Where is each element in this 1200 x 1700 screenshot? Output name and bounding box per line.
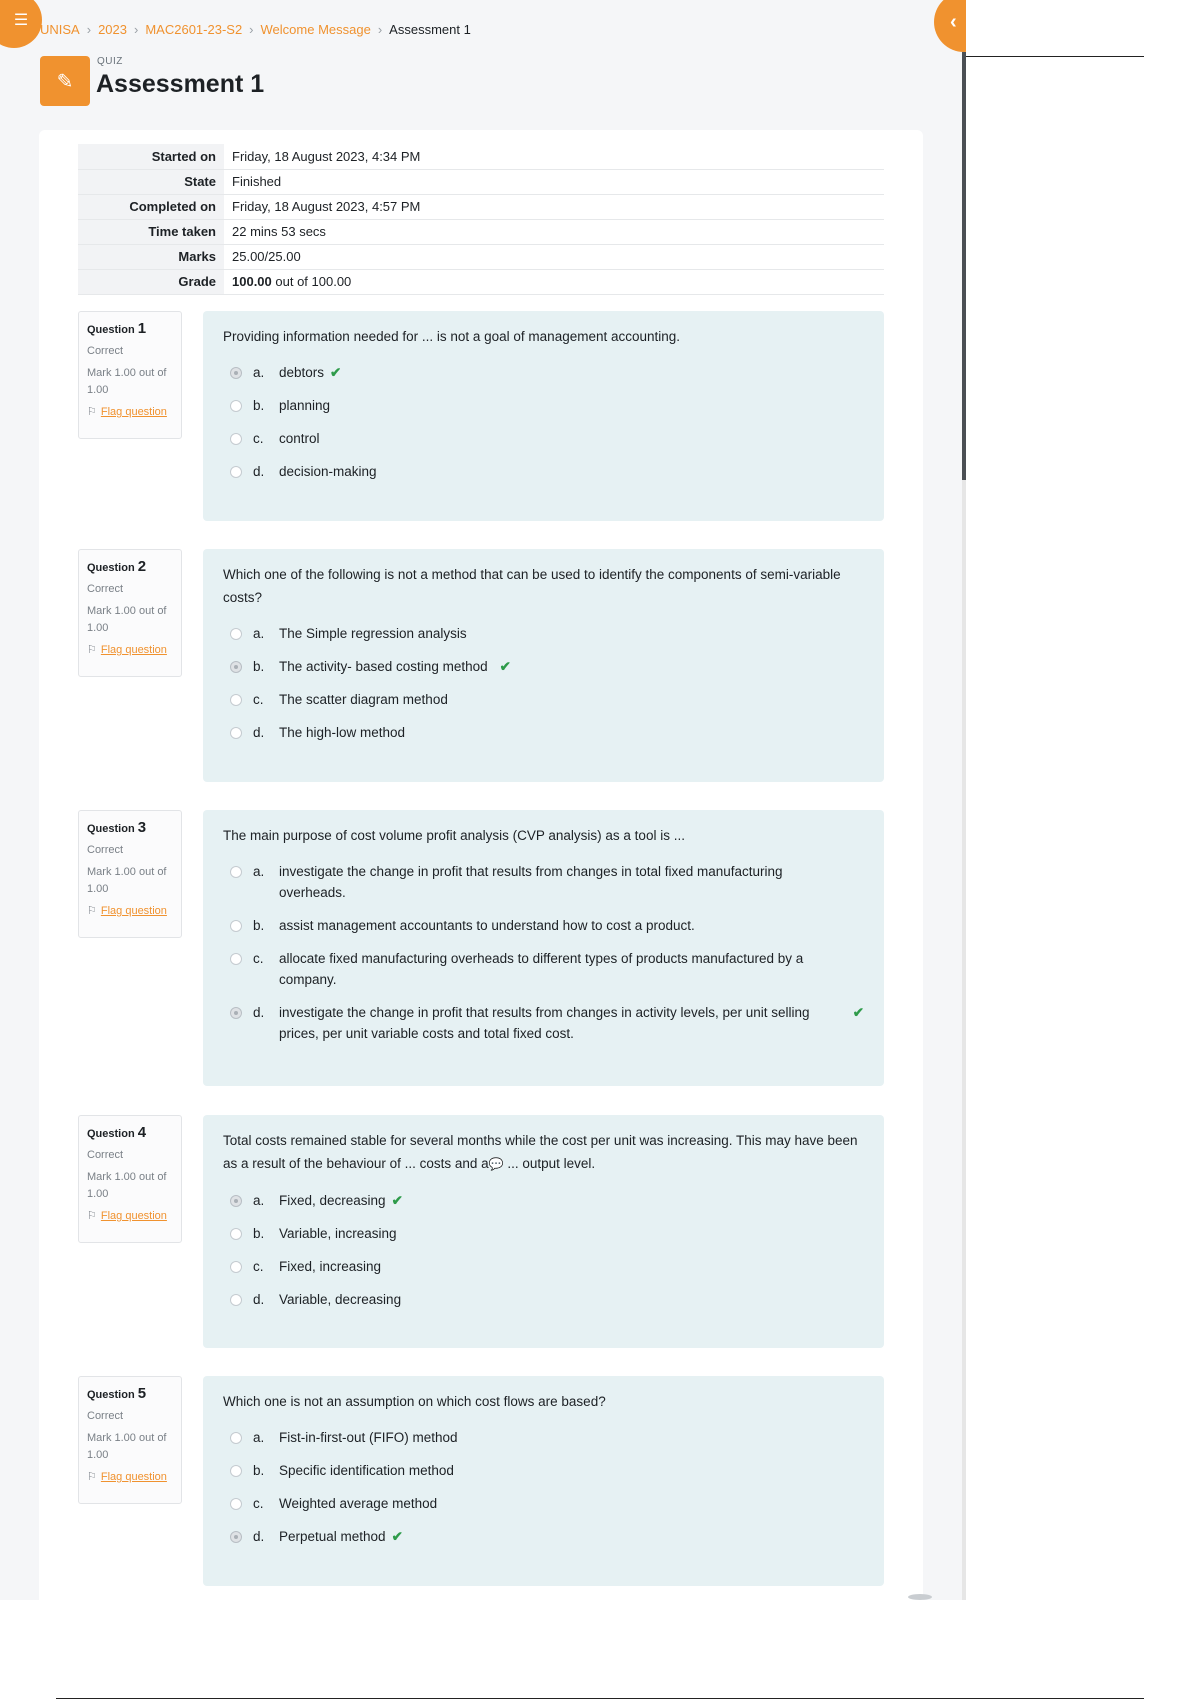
option-text: control <box>279 431 320 446</box>
question-text: The main purpose of cost volume profit analysis (CVP analysis) as a tool is ... <box>223 828 685 843</box>
question-content-1 <box>203 311 884 521</box>
answer-option[interactable] <box>223 1002 864 1044</box>
flag-question-link[interactable] <box>87 643 173 656</box>
breadcrumb-item-course[interactable]: MAC2601-23-S2 <box>145 22 243 37</box>
question-info-2 <box>78 549 182 677</box>
chat-bubble-icon: 💬 <box>488 1157 504 1171</box>
option-letter: c. <box>253 431 264 446</box>
option-text: The Simple regression analysis <box>279 626 467 641</box>
answer-option[interactable] <box>223 948 864 990</box>
question-label: Question <box>87 1389 135 1401</box>
question-info-1 <box>78 311 182 439</box>
page-title: Assessment 1 <box>96 70 265 98</box>
answer-option[interactable] <box>223 1223 864 1244</box>
question-content-4 <box>203 1115 884 1348</box>
option-letter: b. <box>253 659 265 674</box>
question-info-4 <box>78 1115 182 1243</box>
breadcrumb-item-section[interactable]: Welcome Message <box>260 22 371 37</box>
check-icon: ✔ <box>391 1193 403 1208</box>
flag-question-label: Flag question <box>100 406 167 418</box>
option-text: The scatter diagram method <box>279 692 448 707</box>
question-num: 2 <box>137 558 147 575</box>
answer-option[interactable] <box>223 362 864 383</box>
radio[interactable] <box>230 433 242 445</box>
question-number <box>87 558 173 575</box>
question-text: Providing information needed for ... is not a goal of management accounting. <box>223 329 681 344</box>
question-mark: Mark 1.00 out of 1.00 <box>87 605 167 634</box>
question-num: 4 <box>137 1124 147 1141</box>
answer-option[interactable] <box>223 428 864 449</box>
radio[interactable] <box>230 400 242 412</box>
question-mark: Mark 1.00 out of 1.00 <box>87 866 167 895</box>
answer-option[interactable] <box>223 1526 864 1547</box>
summary-value: 22 mins 53 secs <box>224 219 884 244</box>
menu-icon[interactable]: ☰ <box>0 0 42 48</box>
question-number <box>87 1124 173 1141</box>
question-num: 1 <box>137 320 147 337</box>
flag-icon: ⚐ <box>87 406 97 418</box>
option-text: Fixed, decreasing <box>279 1193 386 1208</box>
flag-icon: ⚐ <box>87 1210 97 1222</box>
summary-value: Friday, 18 August 2023, 4:57 PM <box>224 194 884 219</box>
answer-option[interactable] <box>223 1427 864 1448</box>
flag-question-label: Flag question <box>100 1471 167 1483</box>
breadcrumb-separator: › <box>249 22 254 37</box>
option-text: Fist-in-first-out (FIFO) method <box>279 1430 458 1445</box>
answer-option[interactable] <box>223 461 864 482</box>
answer-option[interactable] <box>223 1460 864 1481</box>
question-text: Which one of the following is not a method that can be used to identify the components of semi-variable costs? <box>223 567 841 605</box>
summary-label: Completed on <box>78 194 224 219</box>
option-text: Variable, decreasing <box>279 1292 402 1307</box>
question-content-3 <box>203 810 884 1086</box>
radio[interactable] <box>230 1432 242 1444</box>
question-state: Correct <box>87 583 124 595</box>
question-state: Correct <box>87 844 124 856</box>
chevron-left-icon[interactable]: ‹ <box>934 0 966 52</box>
option-letter: c. <box>253 692 264 707</box>
summary-label: Started on <box>78 144 224 169</box>
question-text: Which one is not an assumption on which cost flows are based? <box>223 1394 606 1409</box>
question-state: Correct <box>87 1149 124 1161</box>
question-mark: Mark 1.00 out of 1.00 <box>87 1432 167 1461</box>
attempt-summary-table <box>78 144 884 295</box>
breadcrumb <box>40 22 471 37</box>
option-letter: a. <box>253 365 265 380</box>
answer-option[interactable] <box>223 623 864 644</box>
option-letter: c. <box>253 1259 264 1274</box>
breadcrumb-item-unisa[interactable]: UNISA <box>40 22 80 37</box>
option-letter: a. <box>253 1193 265 1208</box>
option-text: Perpetual method <box>279 1529 386 1544</box>
question-label: Question <box>87 1128 135 1140</box>
flag-question-link[interactable] <box>87 1470 173 1483</box>
scroll-to-top-shadow <box>908 1594 932 1600</box>
question-state: Correct <box>87 345 124 357</box>
breadcrumb-separator: › <box>134 22 139 37</box>
flag-question-label: Flag question <box>100 644 167 656</box>
summary-label: State <box>78 169 224 194</box>
answer-option[interactable] <box>223 1493 864 1514</box>
summary-value: 25.00/25.00 <box>224 244 884 269</box>
radio[interactable] <box>230 1465 242 1477</box>
question-info-5 <box>78 1376 182 1504</box>
option-text: Fixed, increasing <box>279 1259 382 1274</box>
question-num: 5 <box>137 1385 147 1402</box>
radio[interactable] <box>230 866 242 878</box>
answer-option[interactable] <box>223 915 864 936</box>
option-letter: a. <box>253 1430 265 1445</box>
summary-row-time <box>78 219 884 244</box>
question-content-5 <box>203 1376 884 1586</box>
summary-row-completed <box>78 194 884 219</box>
option-text: planning <box>279 398 331 413</box>
radio[interactable] <box>230 694 242 706</box>
option-text: Specific identification method <box>279 1463 454 1478</box>
option-text: The high-low method <box>279 725 406 740</box>
scrollbar-thumb[interactable] <box>962 52 966 480</box>
answer-option[interactable] <box>223 861 864 903</box>
option-text: The activity- based costing method <box>279 659 488 674</box>
radio-selected[interactable] <box>230 367 242 379</box>
radio-selected[interactable] <box>230 661 242 673</box>
question-content-2 <box>203 549 884 782</box>
summary-row-grade <box>78 269 884 294</box>
check-icon: ✔ <box>499 659 511 674</box>
breadcrumb-separator: › <box>377 22 383 37</box>
option-letter: d. <box>253 1005 265 1020</box>
question-mark: Mark 1.00 out of 1.00 <box>87 1171 167 1200</box>
radio[interactable] <box>230 1228 242 1240</box>
option-letter: c. <box>253 951 264 966</box>
divider-line <box>56 1698 1144 1699</box>
summary-row-marks <box>78 244 884 269</box>
option-text: debtors <box>279 365 325 380</box>
question-state: Correct <box>87 1410 124 1422</box>
question-label: Question <box>87 324 135 336</box>
breadcrumb-separator: › <box>86 22 92 37</box>
option-letter: b. <box>253 918 265 933</box>
option-text: investigate the change in profit that results from changes in total fixed manufacturing overheads. <box>279 864 783 900</box>
question-info-3 <box>78 810 182 938</box>
option-letter: d. <box>253 725 265 740</box>
answer-option[interactable] <box>223 689 864 710</box>
radio[interactable] <box>230 628 242 640</box>
option-text: allocate fixed manufacturing overheads to different types of products manufactured by a company. <box>279 951 804 987</box>
radio[interactable] <box>230 1294 242 1306</box>
flag-question-link[interactable] <box>87 405 173 418</box>
radio[interactable] <box>230 727 242 739</box>
summary-value: Friday, 18 August 2023, 4:34 PM <box>224 144 884 169</box>
answer-option[interactable] <box>223 656 864 677</box>
summary-value: Finished <box>224 169 884 194</box>
question-text-part: ... output level. <box>503 1156 596 1171</box>
question-number <box>87 320 173 337</box>
option-letter: d. <box>253 1292 265 1307</box>
divider-line <box>966 56 1144 57</box>
question-number <box>87 1385 173 1402</box>
activity-type-label: QUIZ <box>97 56 123 67</box>
question-number <box>87 819 173 836</box>
option-letter: a. <box>253 864 265 879</box>
grade-value: 100.00 <box>232 274 272 289</box>
option-letter: b. <box>253 398 265 413</box>
option-text: decision-making <box>279 464 377 479</box>
option-letter: b. <box>253 1226 265 1241</box>
flag-question-link[interactable] <box>87 1209 173 1222</box>
radio[interactable] <box>230 1261 242 1273</box>
answer-option[interactable] <box>223 1256 864 1277</box>
flag-icon: ⚐ <box>87 905 97 917</box>
radio-selected[interactable] <box>230 1007 242 1019</box>
option-letter: c. <box>253 1496 264 1511</box>
radio-selected[interactable] <box>230 1195 242 1207</box>
question-num: 3 <box>137 819 147 836</box>
answer-option[interactable] <box>223 722 864 743</box>
check-icon: ✔ <box>330 365 342 380</box>
summary-label: Time taken <box>78 219 224 244</box>
option-letter: b. <box>253 1463 265 1478</box>
check-icon: ✔ <box>391 1529 403 1544</box>
summary-value <box>224 269 884 294</box>
option-letter: d. <box>253 464 265 479</box>
breadcrumb-item-year[interactable]: 2023 <box>98 22 127 37</box>
answer-option[interactable] <box>223 395 864 416</box>
option-letter: d. <box>253 1529 265 1544</box>
question-label: Question <box>87 823 135 835</box>
flag-question-label: Flag question <box>100 1210 167 1222</box>
question-text-part: Total costs remained stable for several months while the cost per unit was increasing. This may have been as a result of the behaviour of ... costs and a <box>223 1133 858 1171</box>
radio[interactable] <box>230 953 242 965</box>
radio-selected[interactable] <box>230 1531 242 1543</box>
radio[interactable] <box>230 920 242 932</box>
summary-label: Grade <box>78 269 224 294</box>
option-letter: a. <box>253 626 265 641</box>
option-text: Weighted average method <box>279 1496 438 1511</box>
option-text: Variable, increasing <box>279 1226 397 1241</box>
flag-icon: ⚐ <box>87 644 97 656</box>
radio[interactable] <box>230 466 242 478</box>
flag-question-label: Flag question <box>100 905 167 917</box>
option-text: investigate the change in profit that results from changes in activity levels, per unit selling prices, per unit variable costs and total fixed cost. <box>279 1005 810 1041</box>
breadcrumb-current: Assessment 1 <box>389 22 471 37</box>
question-mark: Mark 1.00 out of 1.00 <box>87 367 167 396</box>
flag-question-link[interactable] <box>87 904 173 917</box>
flag-icon: ⚐ <box>87 1471 97 1483</box>
summary-row-started <box>78 144 884 169</box>
grade-suffix: out of 100.00 <box>275 274 352 289</box>
question-text <box>223 1129 864 1176</box>
question-label: Question <box>87 562 135 574</box>
answer-option[interactable] <box>223 1289 864 1310</box>
quiz-icon: ✎ <box>40 56 90 106</box>
check-icon: ✔ <box>852 1005 864 1020</box>
summary-row-state <box>78 169 884 194</box>
answer-option[interactable] <box>223 1190 864 1211</box>
radio[interactable] <box>230 1498 242 1510</box>
summary-label: Marks <box>78 244 224 269</box>
option-text: assist management accountants to understand how to cost a product. <box>279 918 695 933</box>
